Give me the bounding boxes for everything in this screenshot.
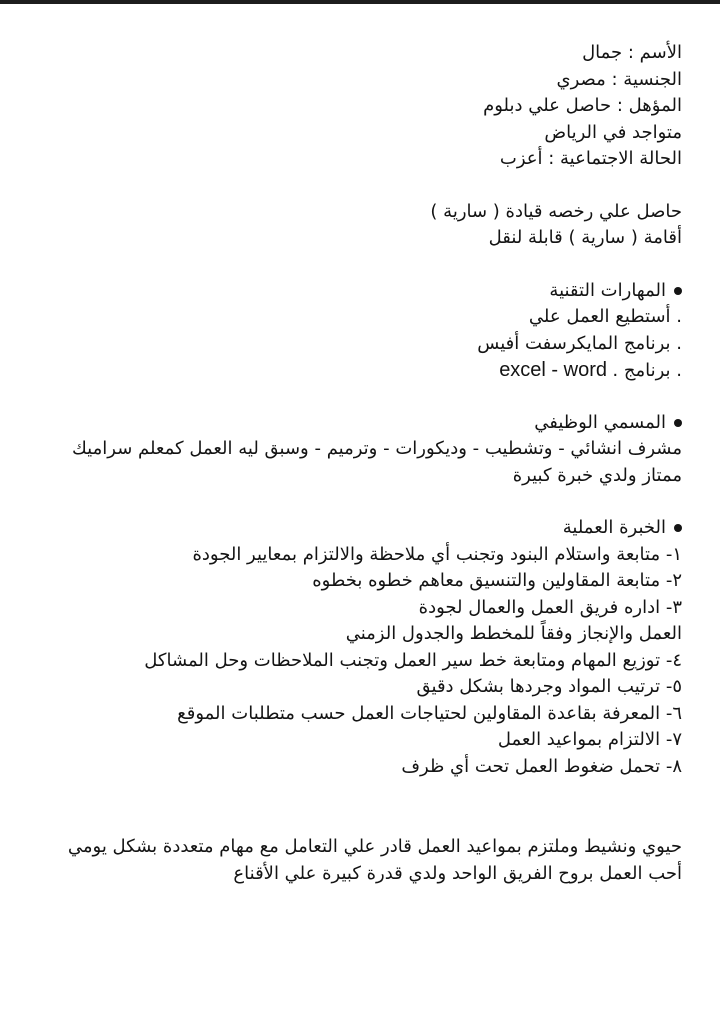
- summary-line: حيوي ونشيط وملتزم بمواعيد العمل قادر علي التعامل مع مهام متعددة بشكل يومي: [67, 836, 682, 857]
- bullet-icon: [674, 287, 682, 295]
- spacer: [32, 489, 682, 515]
- software-names: excel - word .: [499, 359, 619, 381]
- residency-line: أقامة ( سارية ) قابلة لنقل: [488, 227, 682, 248]
- experience-item: ٧- الالتزام بمواعيد العمل: [497, 729, 682, 750]
- tech-skills-section: [32, 278, 682, 384]
- tech-skills-heading: [32, 278, 682, 305]
- job-title-line: مشرف انشائي - وتشطيب - وديكورات - وترميم - وسبق ليه العمل كمعلم سراميك: [72, 438, 682, 459]
- experience-heading-text: الخبرة العملية: [562, 517, 666, 538]
- experience-item: ٥- ترتيب المواد وجردها بشكل دقيق: [416, 676, 682, 697]
- qualification-line: المؤهل : حاصل علي دبلوم: [483, 95, 682, 116]
- driving-license-line: حاصل علي رخصه قيادة ( سارية ): [430, 200, 682, 222]
- job-title-line: ممتاز ولدي خبرة كبيرة: [512, 464, 682, 486]
- job-title-heading: [32, 410, 682, 437]
- experience-item: ١- متابعة واستلام البنود وتجنب أي ملاحظة والالتزام بمعايير الجودة: [192, 543, 682, 565]
- location-line: متواجد في الرياض: [544, 121, 682, 143]
- cv-document: [32, 40, 682, 887]
- skill-prefix: . برنامج: [623, 360, 682, 381]
- marital-status-line: الحالة الاجتماعية : أعزب: [499, 148, 682, 169]
- skill-line: [32, 357, 682, 384]
- name-line: الأسم : جمال: [582, 42, 682, 63]
- spacer: [32, 173, 682, 199]
- nationality-line: الجنسية : مصري: [556, 68, 682, 90]
- experience-item: ٦- المعرفة بقاعدة المقاولين لحتياجات العمل حسب متطلبات الموقع: [177, 702, 682, 724]
- job-title-heading-text: المسمي الوظيفي: [534, 411, 666, 433]
- experience-item: ٤- توزيع المهام ومتابعة خط سير العمل وتجنب الملاحظات وحل المشاكل: [144, 649, 682, 671]
- summary-line: أحب العمل بروح الفريق الواحد ولدي قدرة كبيرة علي الأقناع: [233, 862, 682, 884]
- skill-line: . برنامج المايكرسفت أفيس: [477, 332, 682, 354]
- bullet-icon: [674, 419, 682, 427]
- experience-heading: [32, 515, 682, 542]
- personal-info-section: [32, 40, 682, 173]
- experience-item: العمل والإنجاز وفقاً للمخطط والجدول الزمني: [345, 623, 682, 644]
- top-edge-bar: [0, 0, 720, 4]
- documents-section: [32, 199, 682, 252]
- experience-item: ٢- متابعة المقاولين والتنسيق معاهم خطوه بخطوه: [312, 570, 682, 591]
- spacer: [32, 252, 682, 278]
- job-title-section: [32, 410, 682, 490]
- experience-section: [32, 515, 682, 780]
- spacer: [32, 384, 682, 410]
- skill-line: . أستطيع العمل علي: [528, 306, 682, 327]
- spacer: [32, 780, 682, 834]
- experience-item: ٨- تحمل ضغوط العمل تحت أي ظرف: [401, 755, 682, 777]
- tech-skills-heading-text: المهارات التقنية: [549, 279, 666, 301]
- summary-section: [32, 834, 682, 887]
- experience-item: ٣- اداره فريق العمل والعمال لجودة: [418, 596, 682, 618]
- bullet-icon: [674, 524, 682, 532]
